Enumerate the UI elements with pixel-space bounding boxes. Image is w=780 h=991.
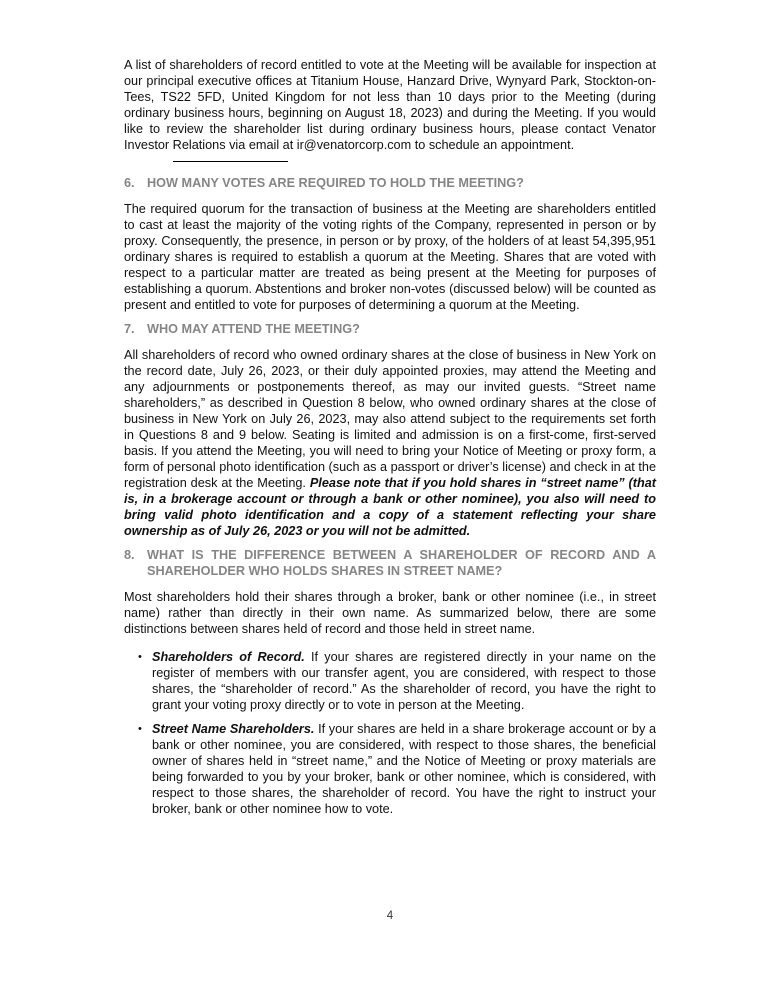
question-title: WHAT IS THE DIFFERENCE BETWEEN A SHAREHOLDER OF RECORD AND A SHAREHOLDER WHO HOLDS SHARES IN STREET NAME? xyxy=(147,548,656,578)
question-section-7 xyxy=(124,321,656,539)
bullet-lead: Street Name Shareholders. xyxy=(152,722,315,736)
question-body xyxy=(124,347,656,539)
question-heading xyxy=(124,321,656,337)
question-body-text: All shareholders of record who owned ordinary shares at the close of business in New York on the record date, July 26, 2023, or their duly appointed proxies, may attend the Meeting and any adjournments or postponements thereof, as may our invited guests. “Street name shareholders,” as described in Question 8 below, who owned ordinary shares at the close of business in New York on July 26, 2023, may also attend subject to the requirements set forth in Questions 8 and 9 below. Seating is limited and admission is on a first-come, first-served basis. If you attend the Meeting, you will need to bring your Notice of Meeting or proxy form, a form of personal photo identification (such as a passport or driver’s license) and check in at the registration desk at the Meeting. xyxy=(124,348,656,490)
intro-paragraph: A list of shareholders of record entitled to vote at the Meeting will be available for inspection at our principal executive offices at Titanium House, Hanzard Drive, Wynyard Park, Stockton-on- Tees, TS22 5FD, United Kingdom for not less than 10 days prior to the Meeting (during ordinary business hours, beginning on August 18, 2023) and during the Meeting. If you would like to review the shareholder list during ordinary business hours, please contact Venator Investor Relations via email at ir@venatorcorp.com to schedule an appointment. xyxy=(124,58,656,152)
bullet-text: If your shares are registered directly in your name on the register of members with our transfer agent, you are considered, with respect to those shares, the “shareholder of record.” As the shareholder of record, you have the right to grant your voting proxy directly or to vote in person at the Meeting. xyxy=(152,650,656,712)
question-body: Most shareholders hold their shares through a broker, bank or other nominee (i.e., in street name) rather than directly in their own name. As summarized below, there are some distinctions between shares held of record and those held in street name. xyxy=(124,590,656,636)
page-number: 4 xyxy=(386,910,394,922)
question-title: WHO MAY ATTEND THE MEETING? xyxy=(147,322,360,336)
question-number: 6. xyxy=(124,176,135,190)
bullet-item-shareholders-of-record xyxy=(124,649,656,713)
footnote-separator-line xyxy=(173,161,288,162)
question-body-emphasis: Please note that if you hold shares in “street name” (that is, in a brokerage account or through a bank or other nominee), you also will need to bring valid photo identification and a copy of a statement reflecting your share ownership as of July 26, 2023 or you will not be admitted. xyxy=(124,476,657,538)
question-section-6 xyxy=(124,175,656,313)
bullet-text: If your shares are held in a share brokerage account or by a bank or other nominee, you are considered, with respect to those shares, the beneficial owner of shares held in “street name,” and the Notice of Meeting or proxy materials are being forwarded to you by your broker, bank or other nominee, which is considered, with respect to those shares, the shareholder of record. You have the right to instruct your broker, bank or other nominee how to vote. xyxy=(152,722,656,816)
page-content xyxy=(124,57,656,825)
bullet-list xyxy=(124,649,656,817)
question-section-8 xyxy=(124,547,656,817)
bullet-lead: Shareholders of Record. xyxy=(152,650,305,664)
bullet-item-street-name-shareholders xyxy=(124,721,656,817)
question-heading xyxy=(124,547,656,579)
question-title: HOW MANY VOTES ARE REQUIRED TO HOLD THE MEETING? xyxy=(147,176,524,190)
question-number: 7. xyxy=(124,322,135,336)
question-heading xyxy=(124,175,656,191)
question-number: 8. xyxy=(124,548,135,562)
question-body: The required quorum for the transaction of business at the Meeting are shareholders entitled to cast at least the majority of the voting rights of the Company, represented in person or by proxy. Consequently, the presence, in person or by proxy, of the holders of at least 54,395,951 ordinary shares is required to establish a quorum at the Meeting. Shares that are voted with respect to a particular matter are treated as being present at the Meeting for purposes of establishing a quorum. Abstentions and broker non-votes (discussed below) will be counted as present and entitled to vote for purposes of determining a quorum at the Meeting. xyxy=(124,202,656,312)
